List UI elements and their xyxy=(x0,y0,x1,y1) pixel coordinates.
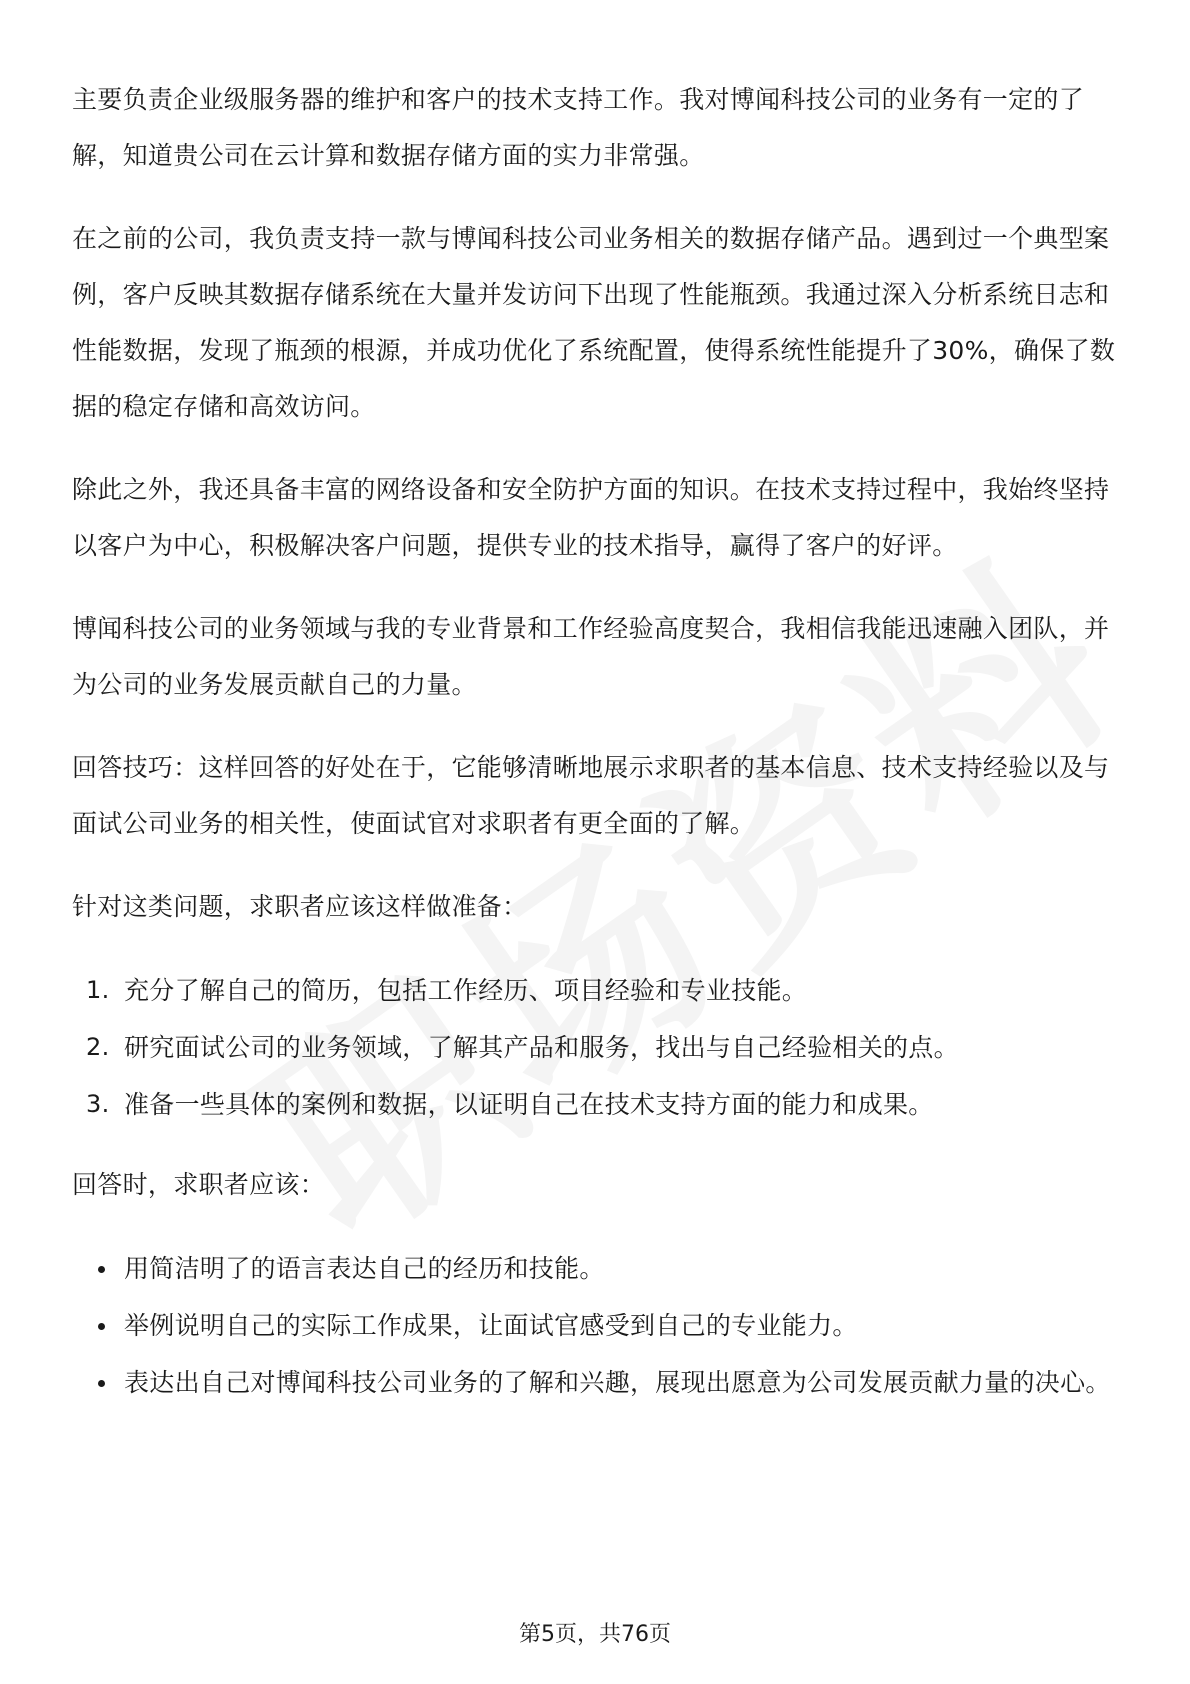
paragraph: 主要负责企业级服务器的维护和客户的技术支持工作。我对博闻科技公司的业务有一定的了解，知道贵公司在云计算和数据存储方面的实力非常强。 xyxy=(72,85,1085,170)
list-item xyxy=(72,962,1118,1019)
list-item-text: 表达出自己对博闻科技公司业务的了解和兴趣，展现出愿意为公司发展贡献力量的决心。 xyxy=(124,1368,1111,1397)
list-item xyxy=(72,1076,1118,1133)
preparation-list xyxy=(72,962,1118,1133)
paragraph: 除此之外，我还具备丰富的网络设备和安全防护方面的知识。在技术支持过程中，我始终坚持以客户为中心，积极解决客户问题，提供专业的技术指导，赢得了客户的好评。 xyxy=(72,475,1110,560)
paragraph: 在之前的公司，我负责支持一款与博闻科技公司业务相关的数据存储产品。遇到过一个典型案例，客户反映其数据存储系统在大量并发访问下出现了性能瓶颈。我通过深入分析系统日志和性能数据，发现了瓶颈的根源，并成功优化了系统配置，使得系统性能提升了30%，确保了数据的稳定存储和高效访问。 xyxy=(72,224,1116,421)
list-item xyxy=(72,1354,1118,1411)
list-number: 2. xyxy=(86,1033,110,1061)
list-item-text: 用简洁明了的语言表达自己的经历和技能。 xyxy=(124,1254,605,1283)
list-number: 3. xyxy=(86,1090,110,1118)
list-item-text: 举例说明自己的实际工作成果，让面试官感受到自己的专业能力。 xyxy=(124,1311,858,1340)
paragraph: 博闻科技公司的业务领域与我的专业背景和工作经验高度契合，我相信我能迅速融入团队，并为公司的业务发展贡献自己的力量。 xyxy=(72,614,1110,699)
list-item-text: 研究面试公司的业务领域，了解其产品和服务，找出与自己经验相关的点。 xyxy=(124,1033,959,1062)
paragraph: 回答时，求职者应该： xyxy=(72,1170,326,1199)
list-item-text: 准备一些具体的案例和数据，以证明自己在技术支持方面的能力和成果。 xyxy=(124,1090,934,1119)
page-content xyxy=(72,72,1118,1435)
bullet-icon xyxy=(98,1266,105,1273)
list-item xyxy=(72,1240,1118,1297)
bullet-icon xyxy=(98,1380,105,1387)
paragraph: 回答技巧：这样回答的好处在于，它能够清晰地展示求职者的基本信息、技术支持经验以及与面试公司业务的相关性，使面试官对求职者有更全面的了解。 xyxy=(72,753,1110,838)
answer-tips-list xyxy=(72,1240,1118,1411)
list-number: 1. xyxy=(86,976,110,1004)
page-number-footer: 第5页，共76页 xyxy=(519,1622,671,1647)
list-item xyxy=(72,1297,1118,1354)
paragraph: 针对这类问题，求职者应该这样做准备： xyxy=(72,892,528,921)
list-item-text: 充分了解自己的简历，包括工作经历、项目经验和专业技能。 xyxy=(124,976,808,1005)
list-item xyxy=(72,1019,1118,1076)
bullet-icon xyxy=(98,1323,105,1330)
